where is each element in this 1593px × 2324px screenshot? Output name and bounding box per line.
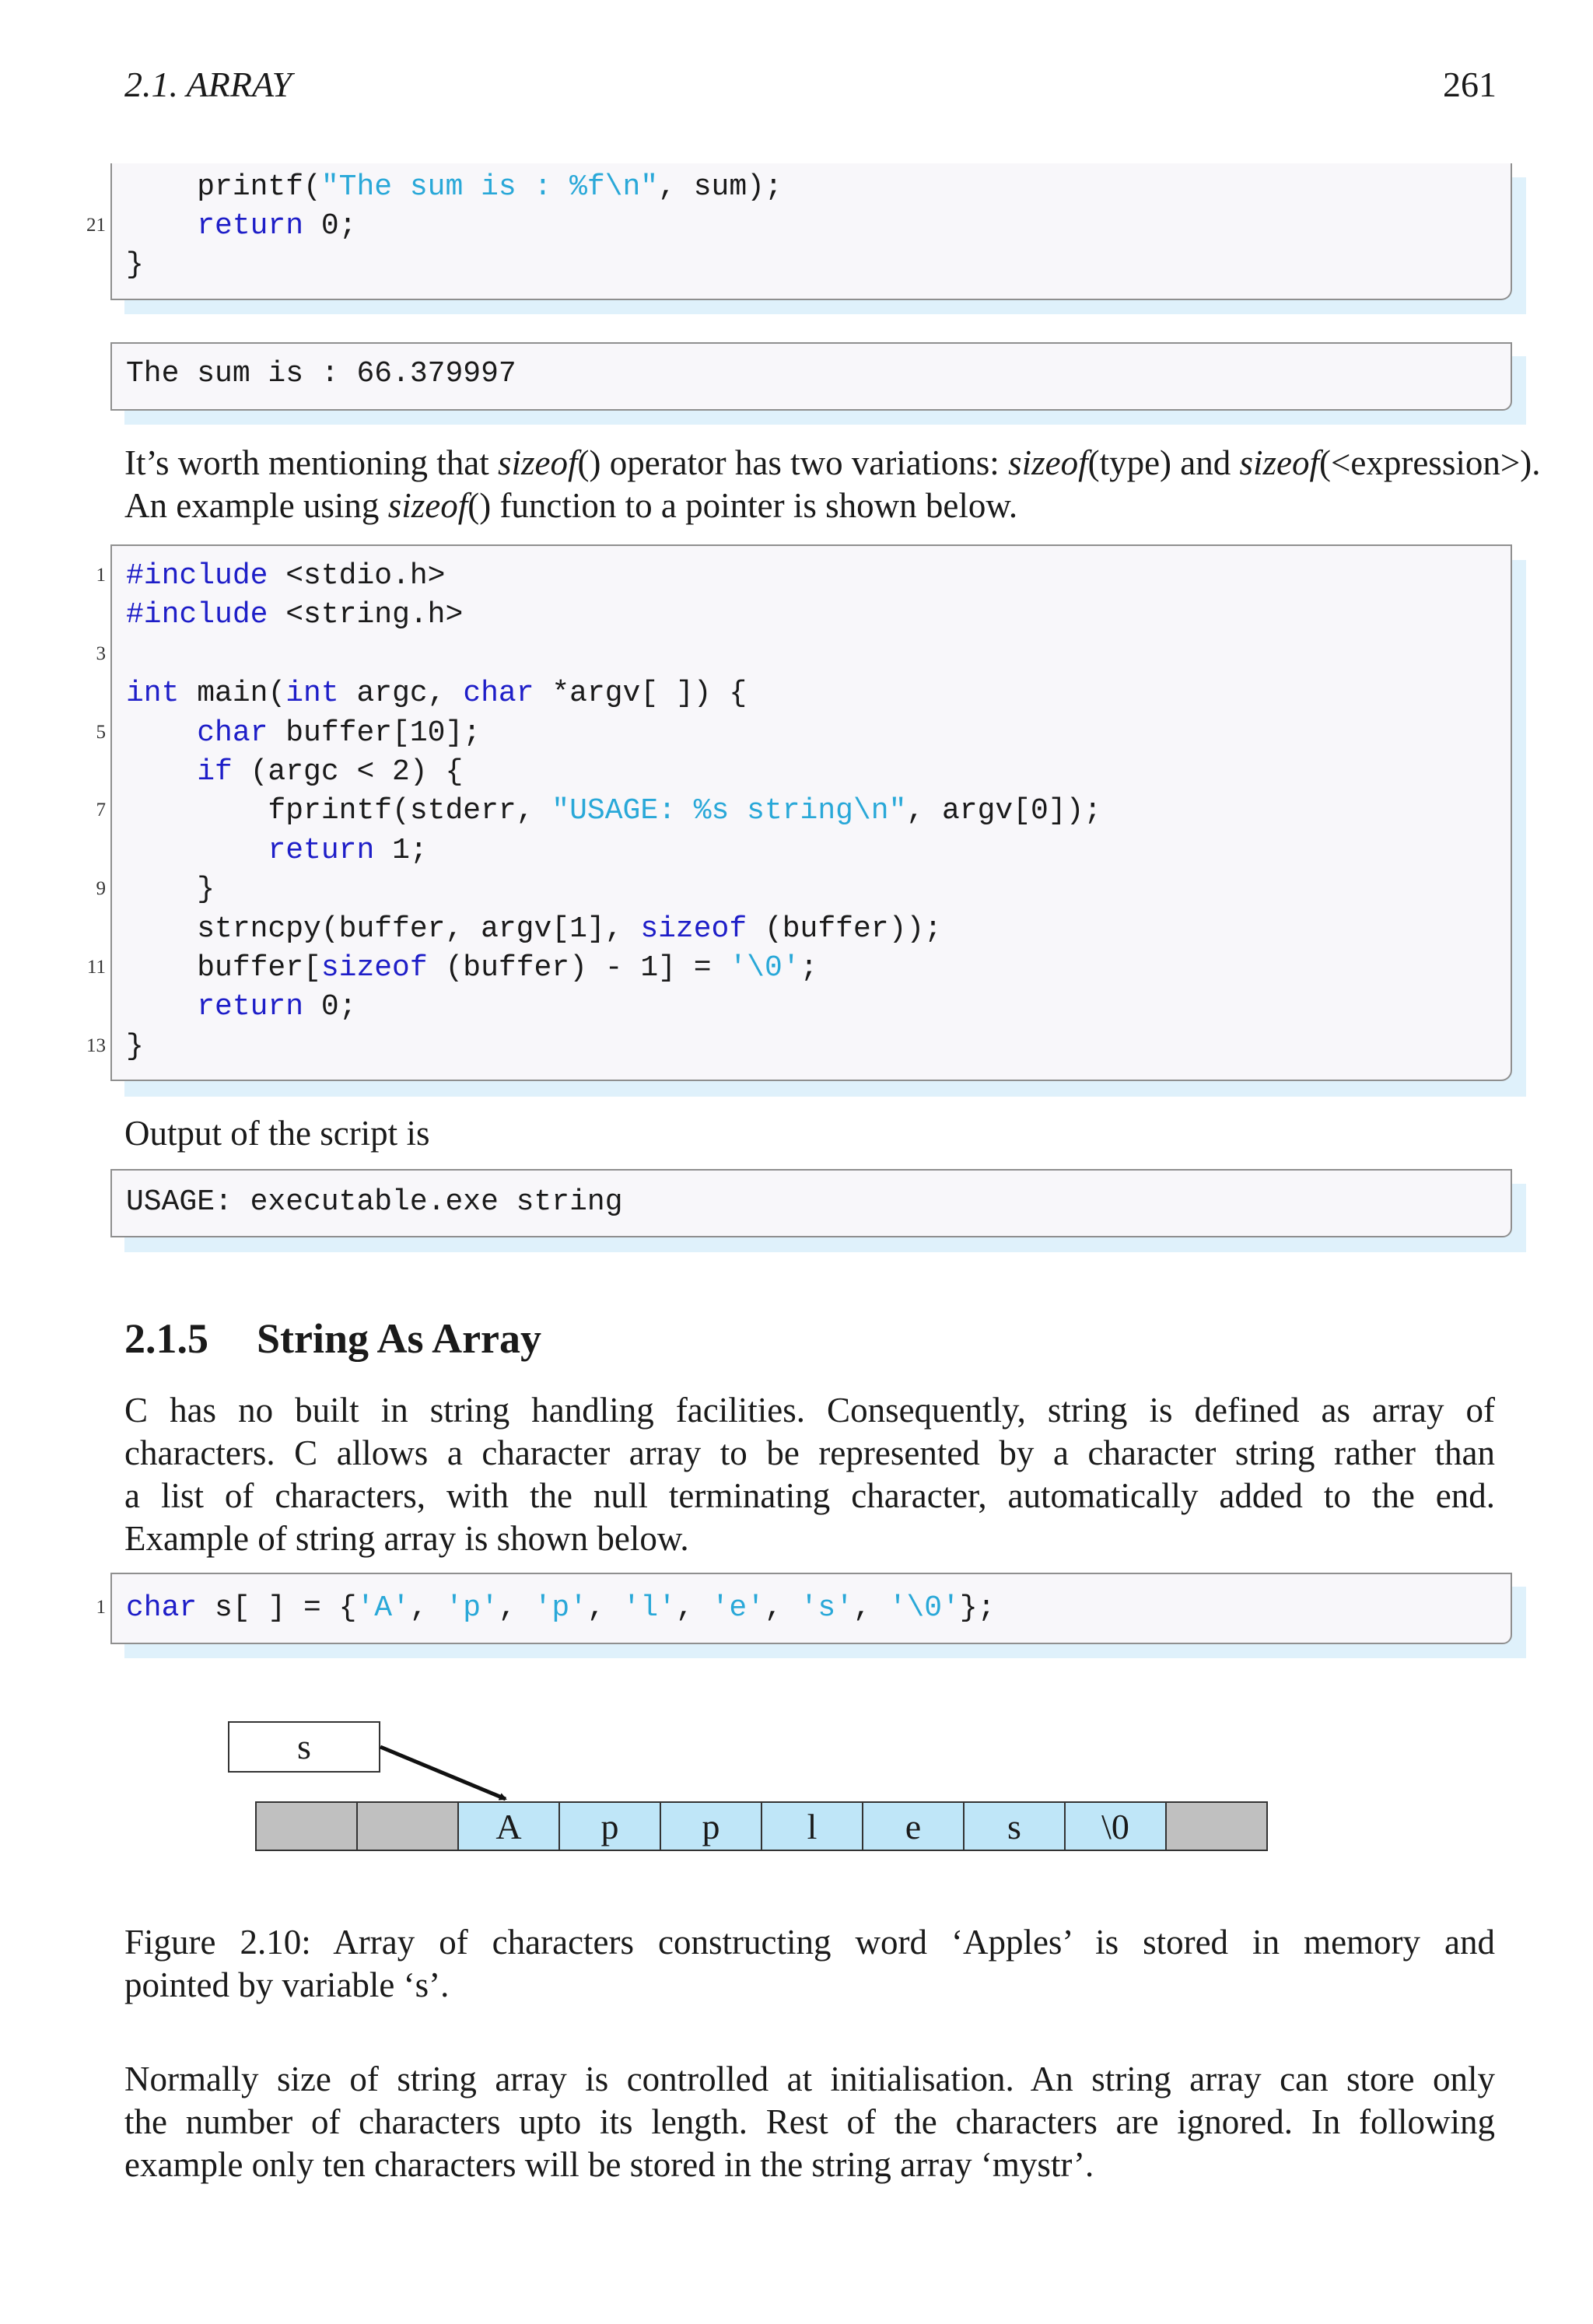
code-line — [126, 949, 818, 988]
code-keyword: int — [285, 677, 339, 711]
memory-cell: p — [660, 1801, 762, 1851]
line-number: 5 — [96, 721, 106, 743]
code-line — [126, 714, 481, 753]
code-text: strncpy(buffer, argv[1], — [126, 912, 641, 946]
code-line — [126, 557, 445, 596]
code-line — [126, 596, 463, 635]
paragraph-line: Example of string array is shown below. — [124, 1519, 689, 1558]
code-text: <string.h> — [268, 598, 464, 632]
memory-cell: A — [457, 1801, 560, 1851]
code-keyword: if — [197, 755, 233, 789]
memory-cell: s — [963, 1801, 1066, 1851]
code-text: <stdio.h> — [268, 559, 446, 593]
code-line — [126, 988, 356, 1027]
code-text: , — [586, 1591, 623, 1625]
code-string: 'p' — [445, 1591, 499, 1625]
memory-cell-empty — [1165, 1801, 1268, 1851]
code-text: 1; — [374, 833, 428, 867]
code-text: printf( — [126, 170, 321, 204]
code-text: argc, — [338, 677, 464, 711]
code-text: main( — [179, 677, 286, 711]
line-number: 1 — [96, 1597, 106, 1618]
code-keyword: return — [197, 209, 304, 243]
code-line — [126, 831, 428, 870]
code-text: } — [126, 248, 144, 282]
figure-caption-line-1: Figure 2.10: Array of characters constructing word ‘Apples’ is stored in memory and — [124, 1923, 1495, 1962]
code-text: , — [409, 1591, 446, 1625]
code-string: '\0' — [729, 951, 800, 985]
code-keyword: #include — [126, 598, 268, 632]
figure-caption-line-2: pointed by variable ‘s’. — [124, 1965, 450, 2004]
paragraph-sizeof — [124, 442, 1540, 527]
code-line — [126, 753, 463, 792]
memory-cell-empty — [356, 1801, 459, 1851]
memory-cell: e — [862, 1801, 965, 1851]
paragraph-sizeof-line-1: It’s worth mentioning that sizeof() operator has two variations: sizeof(type) and sizeof(<expression>). — [124, 443, 1541, 482]
code-text: buffer[10]; — [268, 716, 481, 750]
pointer-variable-label: s — [297, 1727, 311, 1766]
code-line — [126, 246, 144, 285]
page-number: 261 — [1443, 65, 1497, 104]
code-text — [126, 716, 197, 750]
code-keyword: sizeof — [320, 951, 428, 985]
code-text: s[ ] = { — [197, 1591, 357, 1625]
code-text: 0; — [303, 209, 357, 243]
code-text: , argv[0]); — [906, 794, 1102, 828]
output-text-2: USAGE: executable.exe string — [126, 1185, 623, 1219]
code-text: ; — [800, 951, 818, 985]
memory-cell-empty — [255, 1801, 358, 1851]
code-line — [126, 207, 356, 246]
code-keyword: return — [268, 833, 375, 867]
code-text: (buffer) - 1] = — [427, 951, 730, 985]
line-number: 1 — [96, 565, 106, 586]
memory-cell: p — [558, 1801, 661, 1851]
memory-cell: \0 — [1064, 1801, 1167, 1851]
code-string: 'A' — [356, 1591, 410, 1625]
code-line — [126, 910, 942, 949]
code-text — [126, 990, 197, 1024]
code-keyword: int — [126, 677, 180, 711]
code-text — [126, 209, 197, 243]
code-string: "USAGE: %s string\n" — [551, 794, 907, 828]
code-text: } — [126, 873, 215, 907]
code-line — [126, 1027, 144, 1066]
line-number: 13 — [86, 1034, 106, 1056]
figure-caption — [124, 1921, 1495, 2007]
code-line — [126, 870, 215, 909]
code-text: (buffer)); — [747, 912, 942, 946]
paragraph-line: a list of characters, with the null terminating character, automatically added to the end. — [124, 1476, 1495, 1515]
paragraph-line: characters. C allows a character array to be represented by a character string rather than — [124, 1433, 1495, 1472]
code-text: buffer[ — [126, 951, 321, 985]
code-line — [126, 1589, 995, 1628]
running-header-section: 2.1. ARRAY — [124, 65, 292, 104]
section-number: 2.1.5 — [124, 1315, 208, 1362]
paragraph-size — [124, 2058, 1495, 2186]
line-number: 21 — [86, 215, 106, 236]
code-line — [126, 168, 782, 207]
code-text: fprintf(stderr, — [126, 794, 552, 828]
code-string: 's' — [800, 1591, 854, 1625]
output-text-1: The sum is : 66.379997 — [126, 357, 516, 390]
code-keyword: #include — [126, 559, 268, 593]
code-string: 'p' — [534, 1591, 587, 1625]
code-string: 'l' — [622, 1591, 676, 1625]
code-keyword: char — [197, 716, 268, 750]
code-text: (argc < 2) { — [232, 755, 464, 789]
line-number: 9 — [96, 878, 106, 900]
line-number: 7 — [96, 800, 106, 821]
code-text: , — [765, 1591, 800, 1625]
paragraph-line: example only ten characters will be stored in the string array ‘mystr’. — [124, 2145, 1094, 2184]
pointer-variable-box — [228, 1721, 380, 1773]
output-label: Output of the script is — [124, 1114, 430, 1153]
code-line — [126, 674, 747, 713]
line-number: 11 — [86, 957, 106, 978]
code-string: '\0' — [888, 1591, 960, 1625]
section-heading — [124, 1314, 541, 1363]
paragraph-line: Normally size of string array is controlled at initialisation. An string array can store only — [124, 2060, 1495, 2098]
code-text: } — [126, 1029, 144, 1063]
paragraph-line: C has no built in string handling facilities. Consequently, string is defined as array of — [124, 1391, 1495, 1430]
paragraph-sizeof-line-2: An example using sizeof() function to a pointer is shown below. — [124, 486, 1018, 525]
code-string: "The sum is : %f\n" — [320, 170, 659, 204]
code-text: 0; — [303, 990, 357, 1024]
paragraph-string-array — [124, 1389, 1495, 1560]
code-text: *argv[ ]) { — [534, 677, 747, 711]
code-text: }; — [959, 1591, 996, 1625]
paragraph-line: the number of characters upto its length. Rest of the characters are ignored. In following — [124, 2102, 1495, 2141]
code-keyword: return — [197, 990, 304, 1024]
code-text: , — [853, 1591, 889, 1625]
code-string: 'e' — [711, 1591, 765, 1625]
line-number: 3 — [96, 642, 106, 664]
code-text: , — [498, 1591, 534, 1625]
code-text — [126, 755, 197, 789]
code-keyword: sizeof — [640, 912, 747, 946]
code-keyword: char — [126, 1591, 198, 1625]
memory-cell: l — [761, 1801, 863, 1851]
code-line — [126, 792, 1101, 831]
code-text: , — [675, 1591, 712, 1625]
code-text: , sum); — [658, 170, 782, 204]
code-keyword: char — [463, 677, 534, 711]
section-title: String As Array — [257, 1315, 542, 1362]
code-text — [126, 834, 268, 867]
